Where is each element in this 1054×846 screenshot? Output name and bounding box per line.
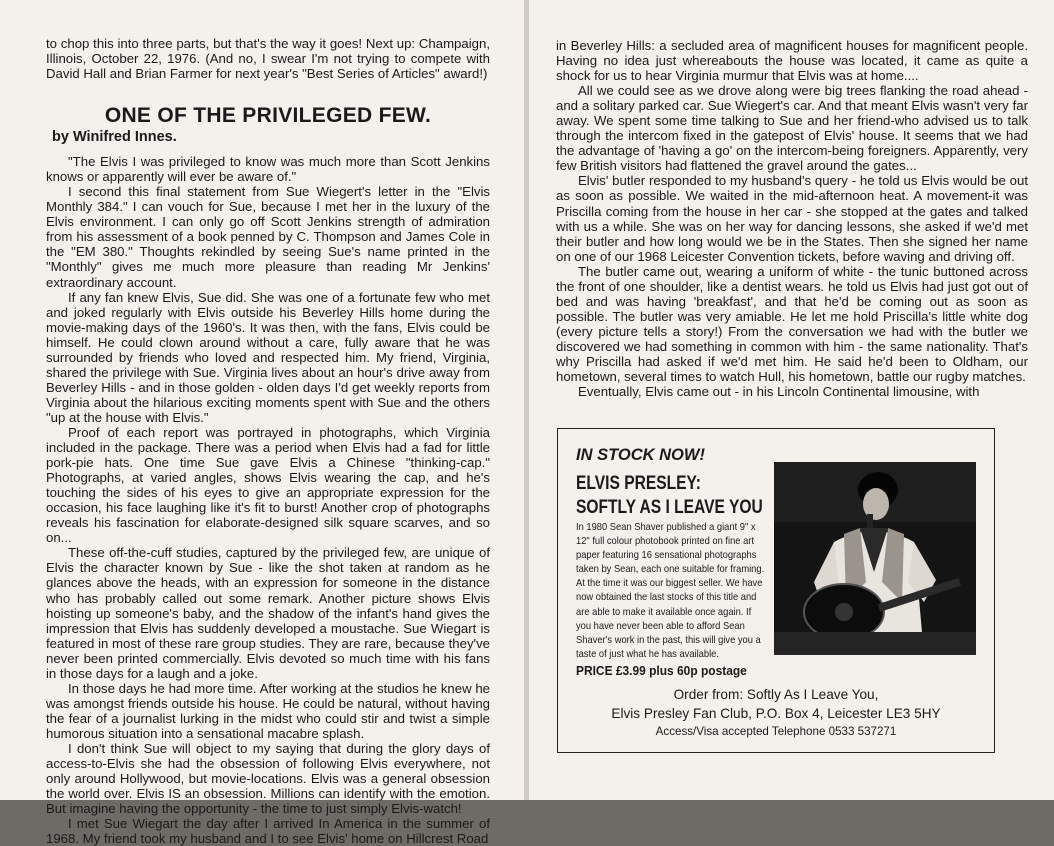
article-paragraph: The butler came out, wearing a uniform of white - the tunic buttoned across the front of one shoulder, like a dentist wears. he told us Elvis had just got out of bed and was having 'breakfast', and that he'd be coming out as soon as possible. The butler was very amiable. He let me hold Priscilla's little white dog (every picture tells a story!) From the conversation we had with the butler we discovered we had something in common with him - the same nationality. That's why Priscilla had asked if we'd met him. He said he'd been to Oldham, our hometown, several times to watch Hull, his hometown, battle our rugby matches. [556, 263, 1028, 385]
ad-title-line2: SOFTLY AS I LEAVE YOU [576, 497, 763, 518]
article-paragraph: Elvis' butler responded to my husband's query - he told us Elvis would be out as soon as possible. We waited in the mid-afternoon heat. A movement-it was Priscilla coming from the house in her car - she stopped at the gates and talked with us a while. She was on her way for dancing lessons, she asked if we'd met their butler and how long would we be in the States. Then she signed her name on one of our 1968 Leicester Convention tickets, before waving and driving off. [556, 173, 1028, 264]
article-paragraph: I second this final statement from Sue Wiegert's letter in the "Elvis Monthly 384." I can vouch for Sue, because I met her in the luxury of the Elvis environment. I can only go off Scott Jenkins strength of admiration from his assessment of a book penned by C. Thompson and James Cole in the "EM 380." Thoughts rekindled by seeing Sue's name printed in the "Monthly" gives me much more pleasure than reading Mr Jenkins' extraordinary account. [46, 184, 490, 290]
article-paragraph: All we could see as we drove along were big trees flanking the road ahead - and a solitary parked car. Sue Wiegert's car. And that meant Elvis wasn't very far away. We spent some time talking to Sue and her friend-who advised us to talk through the intercom fixed in the gatepost of Elvis' house. It seems that we had the advantage of 'having a go' on the intercom-being foreigners. Apparently, very few British visitors had flattened the gravel around the gates... [556, 83, 1028, 174]
article-paragraph: Proof of each report was portrayed in photographs, which Virginia included in the package. There was a period when Elvis had a fad for little pork-pie hats. One time Sue gave Elvis a Chinese "thinking-cap." Photographs, at varied angles, shows Elvis wearing the cap, and he's touching the sides of his eyes to give an appropriate expression for the occasion, his face laughing like it's fit to burst! Another crop of photographs reveals his fascination for elaborate-designed silk square scarves, and so on... [46, 424, 490, 546]
ad-order-line3: Access/Visa accepted Telephone 0533 537271 [655, 725, 897, 738]
ad-description: In 1980 Sean Shaver published a giant 9" x 12" full colour photobook printed on fine art paper featuring 16 sensational photographs taken by Sean, each one suitable for framing. At the time it was our biggest seller. We have now obtained the last stocks of this title and are able to make it available once again. If you have never been able to afford Sean Shaver's work in the past, this will give you a taste of just what he has available. [576, 522, 765, 660]
article-paragraph: Eventually, Elvis came out - in his Lincoln Continental limousine, with [578, 384, 980, 400]
ad-title-line1: ELVIS PRESLEY: [576, 473, 701, 494]
left-page [0, 0, 524, 846]
article-paragraph: In those days he had more time. After working at the studios he knew he was amongst friends outside his house. He could be natural, without having the fear of a journalist lurking in the midst who could stir and twist a simple humorous situation into a sensational macabre splash. [46, 680, 490, 741]
elvis-photo [774, 462, 976, 655]
article-paragraph: I don't think Sue will object to my saying that during the glory days of access-to-Elvis she had the obsession of following Elvis everywhere, not only around Hollywood, but movie-locations. Elvis was a general obsession the world over. Elvis IS an obsession. Millions can identify with the emotion. But imagine having the opportunity - the time to just simply Elvis-watch! [46, 740, 490, 817]
article-paragraph: "The Elvis I was privileged to know was much more than Scott Jenkins knows or apparently will ever be aware of." [46, 154, 490, 185]
article-continuation: to chop this into three parts, but that's the way it goes! Next up: Champaign, Illinois, October 22, 1976. (And no, I swear I'm not trying to compete with David Hall and Brian Farmer for next year's "Best Series of Articles" award!) [46, 36, 490, 82]
ad-price: PRICE £3.99 plus 60p postage [576, 663, 747, 678]
article-paragraph: These off-the-cuff studies, captured by the privileged few, are unique of Elvis the character known by Sue - like the shot taken at random as he glances above the heads, with an expression for someone in the distance who has probably called out some remark. Another picture shows Elvis hoisting up someone's baby, and the shadow of the infant's hand gives the impression that Elvis has suddenly developed a moustache. Sue Wiegart is featured in most of these rare group studies. They are rare, because they've never been printed commercially. Elvis devoted so much time with his fans in those days for a laugh and a joke. [46, 545, 490, 681]
article-byline: by Winifred Innes. [52, 129, 177, 146]
ad-order-line1: Order from: Softly As I Leave You, [673, 687, 879, 702]
advertisement-box [557, 428, 995, 753]
ad-headline: IN STOCK NOW! [576, 446, 705, 464]
article-paragraph: If any fan knew Elvis, Sue did. She was one of a fortunate few who met and joked regularly with Elvis outside his Beverley Hills home during the movie-making days of the 1960's. It was then, with the fans, Elvis could be himself. He could clown around without a care, fully aware that he was surrounded by friends who loved and respected him. My friend, Virginia, shared the privilege with Sue. Virginia lives about an hour's drive away from Beverley Hills - and in those golden - olden days I'd get weekly reports from Virginia about the hilarious exciting moments spent with Sue and the others "up at the house with Elvis." [46, 289, 490, 425]
article-paragraph: I met Sue Wiegart the day after I arrived In America in the summer of 1968. My friend took my husband and I to see Elvis' home on Hillcrest Road [46, 816, 490, 846]
ad-order-line2: Elvis Presley Fan Club, P.O. Box 4, Leicester LE3 5HY [611, 706, 941, 721]
article-continuation: in Beverley Hills: a secluded area of magnificent houses for magnificent people. Having no idea just whereabouts the house was located, it came as quite a shock for us to hear Virginia murmur that Elvis was at home.... [556, 38, 1028, 84]
article-title: ONE OF THE PRIVILEGED FEW. [104, 104, 432, 128]
